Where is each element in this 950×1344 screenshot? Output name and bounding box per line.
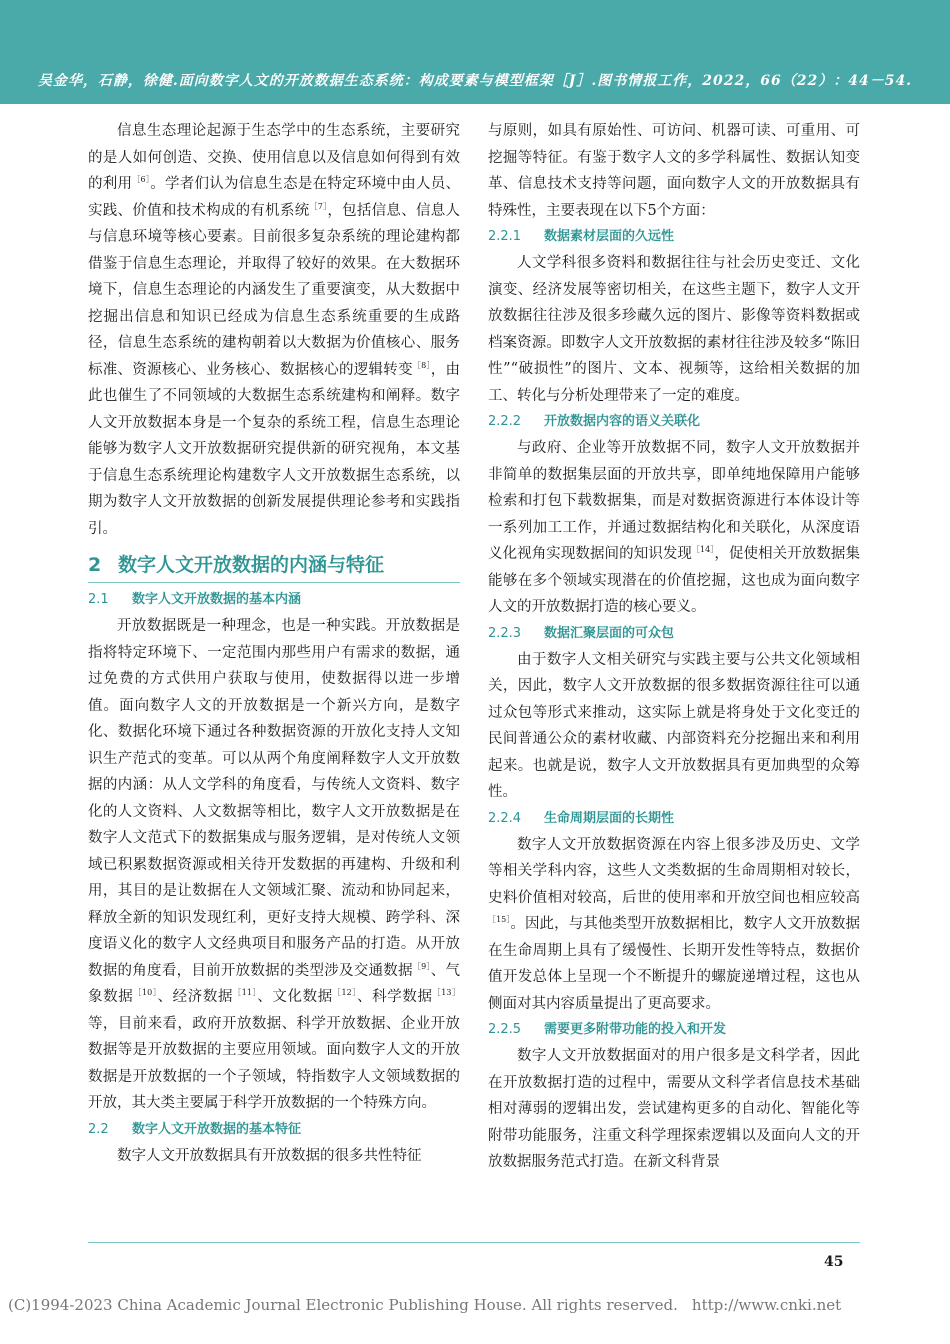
paragraph: 信息生态理论起源于生态学中的生态系统，主要研究的是人如何创造、交换、使用信息以及信息如何得到有效的利用$^{[6]}$。学者们认为信息生态是在特定环境中由人员、实践、价值和技术构成的有机系统$^{[7]}$，包括信息、信息人与信息环境等核心要素。目前很多复杂系统的理论建构都借鉴于信息生态理论，并取得了较好的效果。在大数据环境下，信息生态理论的内涵发生了重要演变，从大数据中挖掘出信息和知识已经成为信息生态系统重要的生成路径，信息生态系统的建构朝着以大数据为价值核心、服务标准、资源核心、业务核心、数据核心的逻辑转变$^{[8]}$，由此也催生了不同领域的大数据生态系统建构和阐释。数字人文开放数据本身是一个复杂的系统工程，信息生态理论能够为数字人文开放数据研究提供新的研究视角，本文基于信息生态系统理论构建数字人文开放数据生态系统，以期为数字人文开放数据的创新发展提供理论参考和实践指引。 <box>88 123 460 537</box>
citation-ref[interactable]: ［15］ <box>488 915 511 925</box>
cnki-link[interactable]: http://www.cnki.net <box>691 1296 842 1314</box>
citation-ref[interactable]: ［8］ <box>412 360 431 370</box>
left-column <box>88 118 460 1169</box>
paragraph: 人文学科很多资料和数据往往与社会历史变迁、文化演变、经济发展等密切相关，在这些主题下，数字人文开放数据往往涉及很多珍藏久远的图片、影像等资料数据或档案资源。即数字人文开放数据的素材往往涉及较多“陈旧性”“破损性”的图片、文本、视频等，这给相关数据的加工、转化与分析处理带来了一定的难度。 <box>488 255 860 404</box>
paragraph: 数字人文开放数据资源在内容上很多涉及历史、文学等相关学科内容，这些人文类数据的生命周期相对较长，史料价值相对较高，后世的使用率和开放空间也相应较高$^{[15]}$。因此，与其他类型开放数据相比，数字人文开放数据在生命周期上具有了缓慢性、长期开发性等特点，数据价值开发总体上呈现一个不断提升的螺旋递增过程，这也从侧面对其内容质量提出了更高要求。 <box>488 836 860 1012</box>
paragraph: 开放数据既是一种理念，也是一种实践。开放数据是指将特定环境下、一定范围内那些用户有需求的数据，通过免费的方式供用户获取与使用，使数据得以进一步增值。面向数字人文的开放数据是一个新兴方向，是数字化、数据化环境下通过各种数据资源的开放化支持人文知识生产范式的变革。可以从两个角度阐释数字人文开放数据的内涵：从人文学科的角度看，与传统人文资料、数字化的人文资料、人文数据等相比，数字人文开放数据是在数字人文范式下的数据集成与服务逻辑，是对传统人文领域已积累数据资源或相关待开发数据的再建构、升级和利用，其目的是让数据在人文领域汇聚、流动和协同起来，释放全新的知识发现红利，更好支持大规模、跨学科、深度语义化的数字人文经典项目和服务产品的打造。从开放数据的角度看，目前开放数据的类型涉及交通数据$^{[9]}$、气象数据$^{[10]}$、经济数据$^{[11]}$、文化数据$^{[12]}$、科学数据$^{[13]}$等，目前来看，政府开放数据、科学开放数据、企业开放数据等是开放数据的主要应用领域。面向数字人文的开放数据是开放数据的一个子领域，特指数字人文领域数据的开放，其大类主要属于科学开放数据的一个特殊方向。 <box>88 618 461 1111</box>
paragraph: 数字人文开放数据具有开放数据的很多共性特征 <box>117 1147 422 1164</box>
citation-header: 吴金华，石静，徐健.面向数字人文的开放数据生态系统：构成要素与模型框架［J］.图书情报工作，2022，66（22）：44－54. <box>37 73 913 89</box>
subsection-heading: 2.1 数字人文开放数据的基本内涵 <box>88 592 302 607</box>
paragraph: 由于数字人文相关研究与实践主要与公共文化领域相关，因此，数字人文开放数据的很多数据资源往往可以通过众包等形式来推动，这实际上就是将身处于文化变迁的民间普通公众的素材收藏、内部资料充分挖掘出来和利用起来。也就是说，数字人文开放数据具有更加典型的众筹性。 <box>488 651 860 800</box>
subsubsection-heading: 2.2.1 数据素材层面的久远性 <box>488 229 675 244</box>
right-column <box>488 118 860 1176</box>
page-number: 45 <box>824 1254 844 1270</box>
paragraph: 与政府、企业等开放数据不同，数字人文开放数据并非简单的数据集层面的开放共享，即单纯地保障用户能够检索和打包下载数据集，而是对数据资源进行本体设计等一系列加工工作，并通过数据结构化和关联化，从深度语义化视角实现数据间的知识发现$^{[14]}$，促使相关开放数据集能够在多个领域实现潜在的价值挖掘，这也成为面向数字人文的开放数据打造的核心要义。 <box>488 440 861 615</box>
section-heading: 2 数字人文开放数据的内涵与特征 <box>88 550 460 583</box>
citation-ref[interactable]: ［7］ <box>309 201 328 211</box>
copyright-line: (C)1994-2023 China Academic Journal Electronic Publishing House. All rights reserved. http://www.cnki.net <box>8 1296 842 1314</box>
citation-ref[interactable]: ［14］ <box>691 545 715 555</box>
subsubsection-heading: 2.2.4 生命周期层面的长期性 <box>488 810 675 826</box>
citation-ref[interactable]: ［6］ <box>132 175 151 185</box>
footer-rule <box>88 1242 860 1243</box>
citation-ref[interactable]: ［9］ <box>412 961 431 971</box>
subsection-heading: 2.2 数字人文开放数据的基本特征 <box>88 1121 302 1137</box>
subsubsection-heading: 2.2.2 开放数据内容的语义关联化 <box>488 414 701 429</box>
citation-ref[interactable]: ［12］ <box>332 988 357 998</box>
subsubsection-heading: 2.2.3 数据汇聚层面的可众包 <box>488 625 675 641</box>
paragraph: 数字人文开放数据面对的用户很多是文科学者，因此在开放数据打造的过程中，需要从文科学者信息技术基础相对薄弱的逻辑出发，尝试建构更多的自动化、智能化等附带功能服务，注重文科学理探索逻辑以及面向人文的开放数据服务范式打造。在新文科背景 <box>488 1048 860 1170</box>
subsubsection-heading: 2.2.5 需要更多附带功能的投入和开发 <box>488 1022 727 1037</box>
paragraph: 与原则，如具有原始性、可访问、机器可读、可重用、可挖掘等特征。有鉴于数字人文的多学科属性、数据认知变革、信息技术支持等问题，面向数字人文的开放数据具有特殊性，主要表现在以下5个方面： <box>488 123 860 219</box>
citation-ref[interactable]: ［11］ <box>233 988 258 998</box>
citation-ref[interactable]: ［13］ <box>432 988 461 998</box>
citation-ref[interactable]: ［10］ <box>133 988 158 998</box>
